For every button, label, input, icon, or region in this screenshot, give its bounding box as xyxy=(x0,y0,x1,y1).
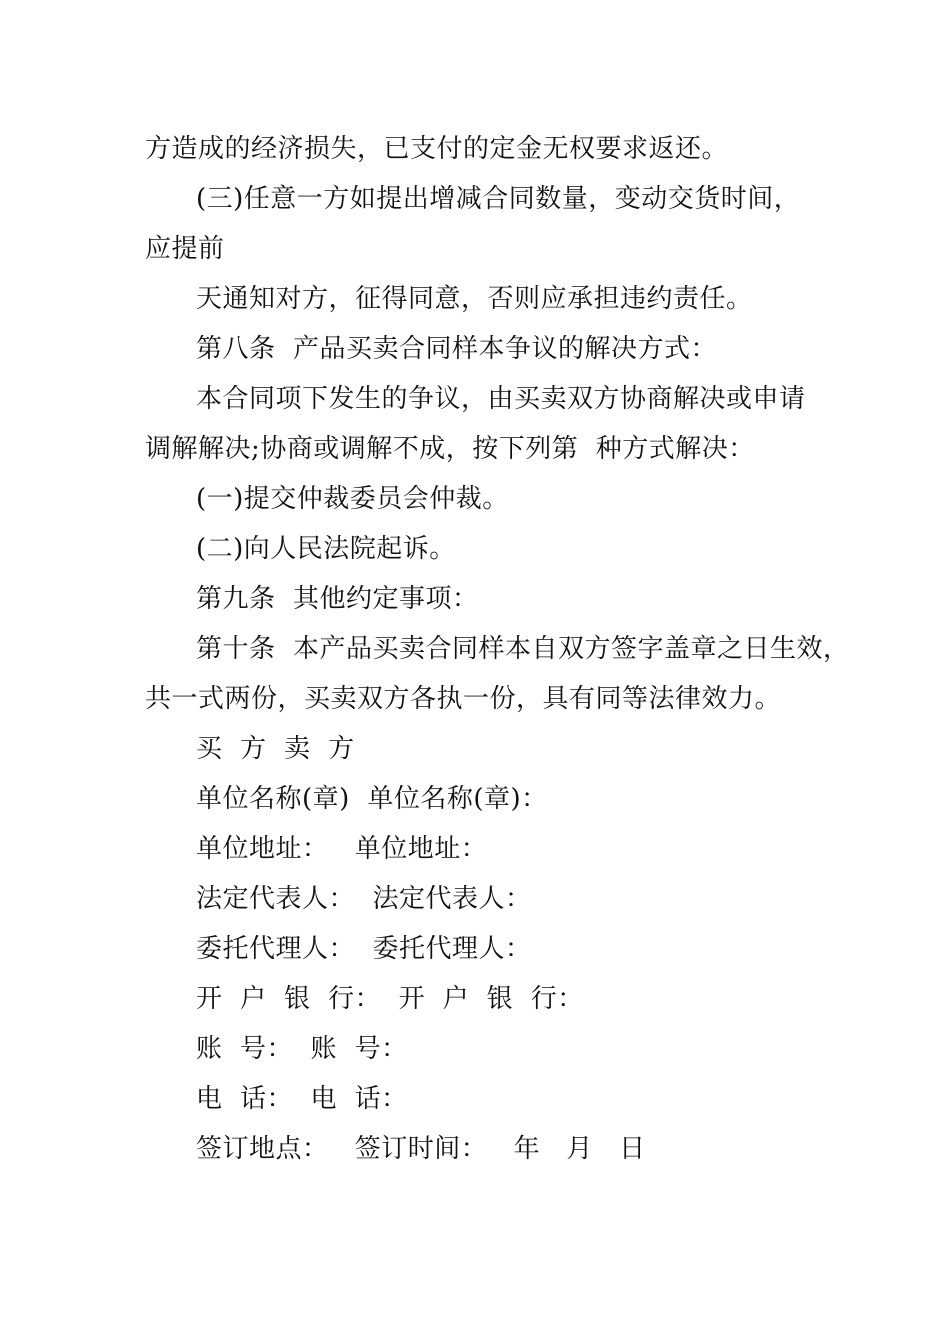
phone-field: 电 话： 电 话： xyxy=(196,1084,408,1114)
account-field: 账 号： 账 号： xyxy=(196,1034,408,1064)
legal-rep-field: 法定代表人： 法定代表人： xyxy=(196,884,532,914)
option-arbitration: (一)提交仲裁委员会仲裁。 xyxy=(196,484,509,514)
unit-address-field: 单位地址： 单位地址： xyxy=(196,834,488,864)
option-court: (二)向人民法院起诉。 xyxy=(196,534,456,564)
text-line-4: 天通知对方，征得同意，否则应承担违约责任。 xyxy=(196,284,753,314)
text-line-3: 应提前 xyxy=(145,234,225,264)
buyer-seller-label: 买 方 卖 方 xyxy=(196,734,355,764)
text-line-6: 本合同项下发生的争议，由买卖双方协商解决或申请 xyxy=(196,384,806,414)
article-10-heading: 第十条 本产品买卖合同样本自双方签字盖章之日生效， xyxy=(196,634,850,664)
text-line-12: 共一式两份，买卖双方各执一份，具有同等法律效力。 xyxy=(145,684,782,714)
text-line-7: 调解解决;协商或调解不成，按下列第 种方式解决： xyxy=(145,434,755,464)
article-8-heading: 第八条 产品买卖合同样本争议的解决方式： xyxy=(196,334,718,364)
bank-field: 开 户 银 行： 开 户 银 行： xyxy=(196,984,584,1014)
article-9-heading: 第九条 其他约定事项： xyxy=(196,584,479,614)
signing-place-time-field: 签订地点： 签订时间： 年 月 日 xyxy=(196,1134,646,1164)
unit-name-field: 单位名称(章) 单位名称(章)： xyxy=(196,784,548,814)
text-line-1: 方造成的经济损失，已支付的定金无权要求返还。 xyxy=(145,134,729,164)
agent-field: 委托代理人： 委托代理人： xyxy=(196,934,532,964)
text-line-2: (三)任意一方如提出增减合同数量，变动交货时间， xyxy=(196,184,801,214)
